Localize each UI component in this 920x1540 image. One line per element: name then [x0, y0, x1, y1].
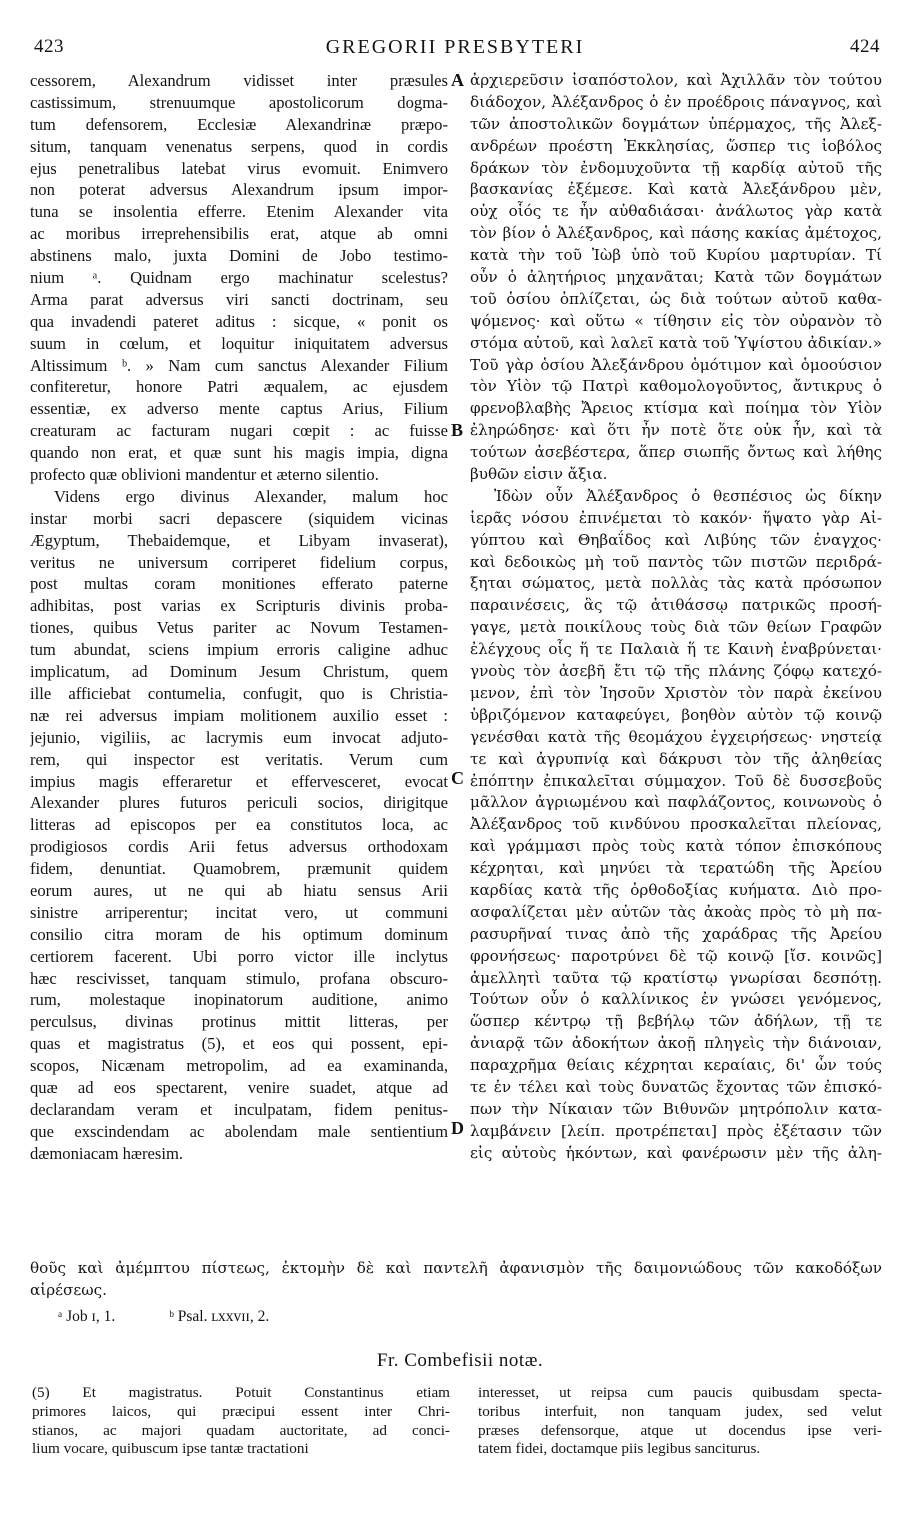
text-line: prodigiosos cordis Arii fetus adversus orthodoxam — [30, 837, 448, 857]
text-line: ανδρέων προέστη Ἐκκλησίας, ὥσπερ τις ἰοβόλος — [470, 136, 882, 155]
margin-marker-c: C — [451, 768, 464, 788]
text-line: hæc rescivisset, tanquam stimulo, profana obscuro- — [30, 968, 448, 988]
text-line: confiteretur, honore Patri æqualem, ac ejusdem — [30, 377, 448, 397]
text-line: ὑβριζόμενον καταφεύγει, βοηθὸν αὐτὸν τῷ κοινῷ — [470, 705, 882, 724]
text-line: perculsus, divinas protinus mittit litteras, per — [30, 1012, 448, 1032]
text-line: primores laicos, qui præcipui essent inter Chri- — [32, 1402, 450, 1420]
text-line: φρονήσεως· παροτρύνει δὲ τῷ κοινῷ [ἴσ. κοινῶς] — [470, 946, 882, 965]
running-title: GREGORII PRESBYTERI — [325, 36, 585, 58]
text-line: scopos, Nicænam metropolim, ad ea examinanda, — [30, 1056, 448, 1076]
text-line: λαμβάνειν [λείπ. προτρέπεται] πρὸς ἐξέτασιν τῶν — [470, 1121, 882, 1140]
text-line: φρενοβλαβὴς Ἄρειος κτίσμα καὶ ποίημα τὸν Υἱὸν — [470, 399, 882, 418]
text-line: sinistre arriperentur; incitat vero, ut communi — [30, 902, 448, 922]
text-line: castissimum, strenuumque apostolicorum dogma- — [30, 92, 448, 112]
text-line: non poterat adversus Alexandrum ipsum impor- — [30, 180, 448, 200]
text-line: suum in cœlum, et loquitur iniquitatem adversus — [30, 333, 448, 353]
text-line: certiorem facerent. Ubi porro victor ille inclytus — [30, 946, 448, 966]
margin-marker-a: A — [451, 70, 464, 90]
text-line: ὥσπερ κέντρῳ τῇ βεβήλῳ τῶν ἀδήλων, τῇ τε — [470, 1012, 882, 1031]
text-line: ἐπόπτην ἐπικαλεῖται σύμμαχον. Τοῦ δὲ δυσσεβοῦς — [470, 771, 882, 790]
text-line: Τοῦ γὰρ ὁσίου Ἀλεξάνδρου ὁμότιμον καὶ ὁμοούσιον — [470, 355, 882, 374]
text-line: lium vocare, quibuscum ipse tantæ tractationi — [32, 1440, 309, 1458]
text-line: τὸν Υἱὸν τῷ Πατρὶ καθομολογοῦντος, ἄντικρυς ὁ — [470, 377, 882, 396]
text-line: ασφαλίζεται μὲν αὐτῶν τὰς ἀκοὰς πρὸς τὸ μὴ πα- — [470, 902, 882, 921]
text-line: τε ἐν τέλει καὶ τοὺς δυνατῶς ἔχοντας τῶν ἐπισκό- — [470, 1077, 882, 1096]
notes-left-column — [32, 1384, 450, 1459]
text-line: Arma parat adversus viri sancti doctrinam, seu — [30, 289, 448, 309]
footnote-a: ᵃ Job ɪ, 1. — [58, 1308, 116, 1325]
text-line: litteras ad episcopos per ea constitutos loca, ac — [30, 815, 448, 835]
text-line: στόμα αὐτοῦ, καὶ λαλεῖ κατὰ τοῦ Ὑψίστου ἀδικίαν.» — [470, 333, 882, 352]
text-line: Alexander plures futuros periculi socios, dirigitque — [30, 793, 448, 813]
text-line: ἱερᾶς νόσου ἐπινέμεται τὸ κακόν· ἥψατο γὰρ Αἰ- — [470, 508, 882, 527]
text-line: que exscindendam ac abolendam male sentientium — [30, 1121, 448, 1141]
text-line: ρασυρῆναί τινας ἀπὸ τῆς χαράδρας τῆς Ἀρείου — [470, 924, 882, 943]
text-line: ἐληρώδησε· καὶ ὅτι ἦν ποτὲ ὅτε οὐκ ἦν, καὶ τὰ — [470, 421, 882, 440]
text-line: οὖν ὁ ἀλητήριος μηχανᾶται; Κατὰ τῶν δογμάτων — [470, 268, 882, 287]
text-line: τούτων ἀσεβέστερα, ἅπερ σιωπῆς ὄντως καὶ λήθης — [470, 443, 882, 462]
text-line: implicatum, ad Dominum Jesum Christum, quem — [30, 662, 448, 682]
footnote-b: ᵇ Psal. ʟxxvɪɪ, 2. — [169, 1308, 270, 1325]
text-line: ἀνιαρᾷ τῶν ἀδοκήτων ἀκοῇ πληγεὶς τὴν διάνοιαν, — [470, 1034, 882, 1053]
text-line: διάδοχον, Ἀλέξανδρος ὁ ἐν προέδροις πάναγνος, καὶ — [470, 92, 882, 111]
text-line: βασκανίας ἐξέμεσε. Καὶ κατὰ Ἀλεξάνδρου μὲν, — [470, 180, 882, 199]
text-line: ψόμενος· καὶ οὕτω « τίθησιν εἰς τὸν οὐρανὸν τὸ — [470, 311, 882, 330]
text-line: Τούτων οὖν ὁ καλλίνικος ἐν γνώσει γενόμενος, — [470, 990, 882, 1009]
greek-continuation — [30, 1257, 882, 1301]
text-line: καὶ δεδοικὼς μὴ τοῦ παντὸς τῶν πιστῶν περιδρά- — [470, 552, 882, 571]
text-line: γενέσθαι κατὰ τῆς θεομάχου ἐγχειρήσεως· νηστείᾳ — [470, 727, 882, 746]
text-line: ac moribus irreprehensibilis erat, atque ab omni — [30, 224, 448, 244]
text-line: quando non erat, et quæ sunt his magis impia, digna — [30, 443, 448, 463]
text-line: ἐλέγχους οἷς ἥ τε Παλαιὰ ἥ τε Καινὴ ἐναβρύνεται· — [470, 640, 882, 659]
page-header — [30, 36, 880, 60]
text-line: τὸν βίον ὁ Ἀλέξανδρος, καὶ πάσης κακίας ἀμέτοχος, — [470, 224, 882, 243]
margin-marker-b: B — [451, 420, 464, 440]
text-line: γύπτου καὶ Θηβαΐδος καὶ Λιβύης τῶν ἐναγχος· — [470, 530, 882, 549]
text-line: situm, tanquam venenatus serpens, quod in cordis — [30, 136, 448, 156]
text-line: αἱρέσεως. — [30, 1281, 107, 1299]
text-line: τῶν ἀποστολικῶν δογμάτων ὑπέρμαχος, τῆς Ἀλεξ- — [470, 114, 882, 133]
text-line: veritus ne universum corriperet fidelium corpus, — [30, 552, 448, 572]
text-line: παραχρῆμα θείαις κέχρηται κεραίαις, δι' ὧν τούς — [470, 1056, 882, 1075]
text-line: ἀρχιερεῦσιν ἰσαπόστολον, καὶ Ἀχιλλᾶν τὸν τούτου — [470, 71, 882, 89]
text-line: declarandam veram et inculpatam, fidem penitus- — [30, 1099, 448, 1119]
text-line: eorum aures, ut ne qui ab hiatu sensus Arii — [30, 880, 448, 900]
text-line: κατὰ τὴν τοῦ Ἰὼβ ὑπὸ τοῦ Κυρίου μαρτυρίαν. Τί — [470, 246, 882, 265]
text-line: μενον, ἐπὶ τὸν Ἰησοῦν Χριστὸν τὸν παρὰ ἐκείνου — [470, 683, 882, 702]
text-line: βυθῶν εἰσιν ἄξια. — [470, 465, 608, 484]
text-line: Ἰδὼν οὖν Ἀλέξανδρος ὁ θεσπέσιος ὡς δίκην — [494, 486, 882, 505]
text-line: οὐχ οἷός τε ἦν αὐθαδιάσαι· ἀνάλωτος γὰρ κατὰ — [470, 202, 882, 221]
text-line: post multas coram monitiones efferato paterne — [30, 574, 448, 594]
text-line: creaturam ac facturam nugari cœpit : ac fuisse — [30, 421, 448, 441]
text-line: abstinens malo, juxta Domini de Jobo testimo- — [30, 246, 448, 266]
text-line: impius magis efferaretur et effervesceret, evocat — [30, 771, 448, 791]
text-line: θοῦς καὶ ἀμέμπτου πίστεως, ἐκτομὴν δὲ καὶ παντελῆ ἀφανισμὸν τῆς δαιμονιώδους τῶν κακοδόξων — [30, 1259, 882, 1277]
text-line: interesset, ut reipsa cum paucis quibusdam specta- — [478, 1384, 882, 1401]
text-line: γαγε, μετὰ ποικίλους τοὺς διὰ τῶν θείων Γραφῶν — [470, 618, 882, 637]
text-line: ἀμελλητὶ ταῦτα τῷ κρατίστῳ γνωρίσαι δεσπότῃ. — [470, 968, 882, 987]
text-line: fidem, denuntiat. Quamobrem, præmunit quidem — [30, 859, 448, 879]
text-line: dæmoniacam hæresim. — [30, 1143, 184, 1163]
latin-column — [30, 70, 448, 1165]
text-line: Ægyptum, Thebaidemque, et Libyam invaserat), — [30, 530, 448, 550]
text-line: quas et magistratus (5), et eos qui possent, epi- — [30, 1034, 448, 1054]
text-line: jejunio, vigiliis, ac lacrymis eum invocat adjuto- — [30, 727, 448, 747]
text-line: profecto quæ oblivioni mandentur et æterno silentio. — [30, 465, 379, 485]
text-line: consilio citra moram de his optimum dominum — [30, 924, 448, 944]
text-line: καὶ γράμμασι πρὸς τοὺς κατὰ τόπον ἐπισκόπους — [470, 837, 882, 856]
text-line: næ rei adversus impiam molitionem auxilio esset : — [30, 705, 448, 725]
text-line: γνοὺς τὸν ἀσεβῆ ἔτι τῷ τῆς πλάνης ζόφῳ κατεχό- — [470, 662, 882, 681]
notes-title: Fr. Combefisii notæ. — [376, 1350, 544, 1371]
text-line: qua invadendi pateret aditus : sicque, « ponit os — [30, 311, 448, 331]
text-line: rum, molestaque inopinatorum auditione, animo — [30, 990, 448, 1010]
text-line: δράκων τὸν ἐνδομυχοῦντα τῇ καρδίᾳ αὐτοῦ τῆς — [470, 158, 882, 177]
text-line: cessorem, Alexandrum vidisset inter præsules — [30, 71, 448, 90]
text-line: (5) Et magistratus. Potuit Constantinus etiam — [32, 1384, 450, 1401]
text-line: adhibitas, post varias ex Scripturis divinis proba- — [30, 596, 448, 616]
text-line: ejus penetralibus latebat virus evomuit. Enimvero — [30, 158, 448, 178]
text-line: τοῦ ὁσίου ὁπλίζεται, ὡς διὰ τούτων αὐτοῦ καθα- — [470, 289, 882, 308]
text-line: nium ᵃ. Quidnam ergo machinatur scelestus? — [30, 268, 448, 288]
page-number-right: 424 — [850, 36, 880, 57]
text-line: tum defensorem, Ecclesiæ Alexandrinæ præpo- — [30, 114, 448, 134]
text-line: εἰς αὐτοὺς ἡκόντων, καὶ φανέρωσιν μὲν τῆς ἀλη- — [470, 1143, 882, 1162]
text-line: quæ ad eos spectarent, venire suadet, atque ad — [30, 1077, 448, 1097]
text-line: tuna se insolentia efferre. Etenim Alexander vita — [30, 202, 448, 222]
text-line: Altissimum ᵇ. » Nam cum sanctus Alexander Filium — [30, 355, 448, 375]
text-line: Ἀλέξανδρος τοῦ κινδύνου προσκαλεῖται πλείονας, — [470, 815, 882, 834]
text-line: instar morbi sacri depascere (siquidem vicinas — [30, 508, 448, 528]
footnotes — [58, 1308, 319, 1326]
text-line: toribus interfuit, non tanquam judex, sed velut — [478, 1402, 882, 1420]
text-line: κέχρηται, καὶ μηνύει τὰ τερατώδη τῆς Ἀρείου — [470, 859, 882, 878]
text-line: præses defensorque, atque ut docendus ipse veri- — [478, 1421, 882, 1439]
text-line: stianos, ac majori quadam auctoritate, ad conci- — [32, 1421, 450, 1439]
text-line: ille afficiebat contumelia, confugit, quo is Christia- — [30, 683, 448, 703]
text-line: rem, qui inspector est veritatis. Verum cum — [30, 749, 448, 769]
margin-marker-d: D — [451, 1118, 464, 1138]
text-line: τε καὶ ἀγρυπνίᾳ καὶ δάκρυσι τὸν τῆς ἀληθείας — [470, 749, 882, 768]
text-line: μᾶλλον ἀγριωμένου καὶ παφλάζοντος, κοινωνοὺς ὁ — [470, 793, 882, 812]
text-line: Videns ergo divinus Alexander, malum hoc — [54, 486, 448, 506]
text-line: παραινέσεις, ἃς τῷ ἀτιθάσσῳ πατρικῶς προσή- — [470, 596, 882, 615]
notes-right-column — [478, 1384, 882, 1459]
text-line: πων τὴν Νίκαιαν τῶν Βιθυνῶν μητρόπολιν κατα- — [470, 1099, 882, 1118]
page-number-left: 423 — [34, 36, 64, 57]
text-line: ξηται σώματος, μετὰ πολλὰς τὰς κατὰ πρόσωπον — [470, 574, 882, 593]
text-line: tum abundat, sciens impium erroris caligine adhuc — [30, 640, 448, 660]
text-line: tatem fidei, doctamque piis legibus sanciturus. — [478, 1440, 761, 1458]
text-line: tiones, quibus Vetus pariter ac Novum Testamen- — [30, 618, 448, 638]
greek-column — [470, 70, 882, 1165]
text-line: essentiæ, ex adverso mente captus Arius, Filium — [30, 399, 448, 419]
text-line: καρδίας κατὰ τῆς ὀρθοδοξίας κυήματα. Διὸ προ- — [470, 880, 882, 899]
